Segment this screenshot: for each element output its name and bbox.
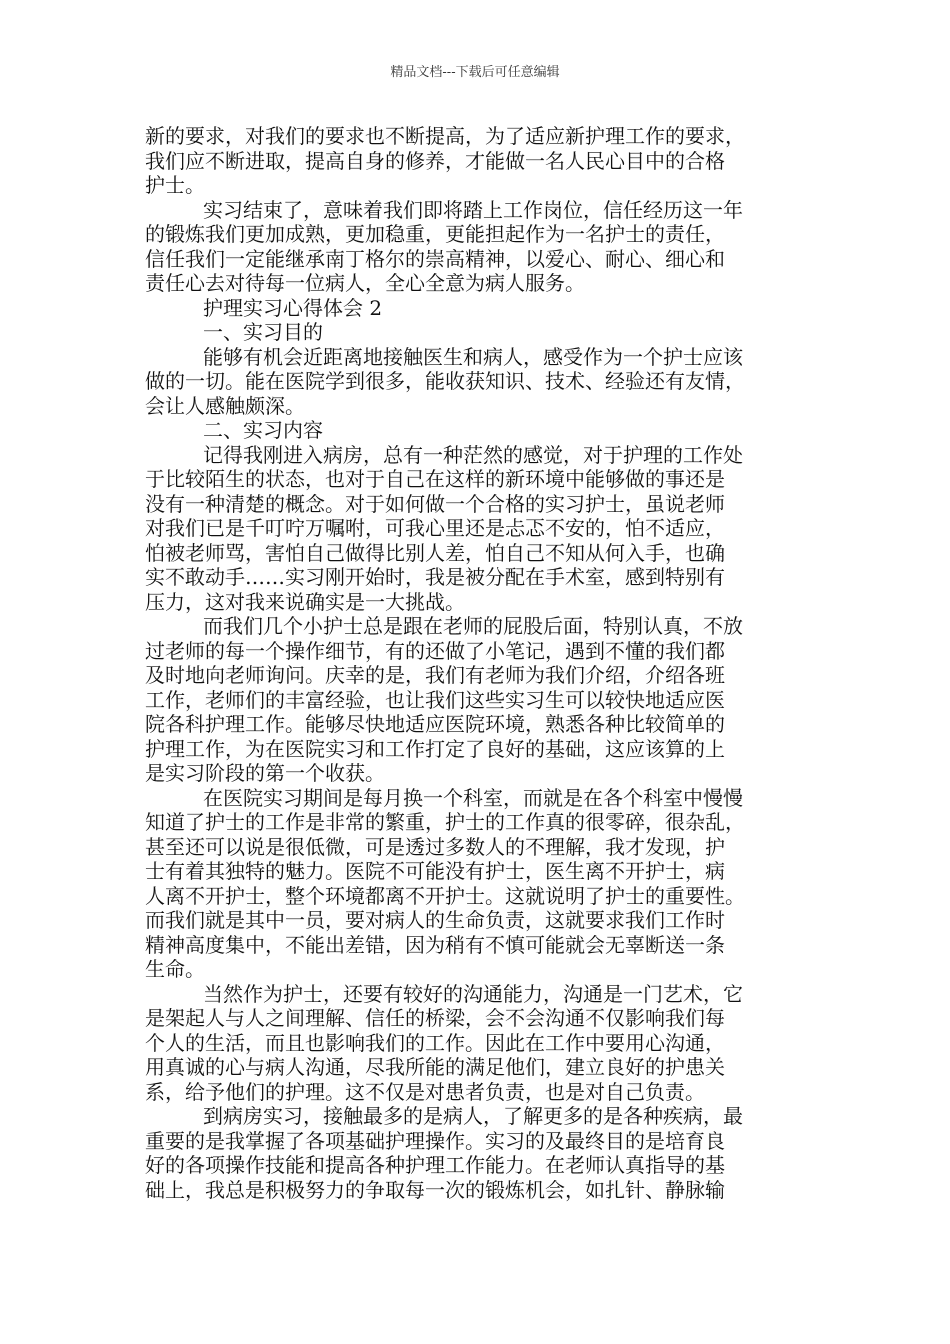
text-line: 系，给予他们的护理。这不仅是对患者负责，也是对自己负责。 [145, 1079, 705, 1104]
text-line: 到病房实习，接触最多的是病人，了解更多的是各种疾病，最 [203, 1104, 743, 1128]
text-line: 信任我们一定能继承南丁格尔的崇高精神，以爱心、耐心、细心和 [145, 246, 725, 271]
text-line: 而我们就是其中一员，要对病人的生命负责，这就要求我们工作时 [145, 908, 725, 932]
text-line: 精神高度集中，不能出差错，因为稍有不慎可能就会无辜断送一条 [145, 932, 725, 957]
text-line: 在医院实习期间是每月换一个科室，而就是在各个科室中慢慢 [203, 785, 743, 810]
text-line: 怕被老师骂，害怕自己做得比别人差，怕自己不知从何入手，也确 [145, 540, 725, 565]
text-line: 能够有机会近距离地接触医生和病人，感受作为一个护士应该 [203, 344, 743, 369]
text-line: 而我们几个小护士总是跟在老师的屁股后面，特别认真，不放 [203, 614, 743, 638]
document-body [145, 124, 825, 1202]
text-line: 实不敢动手……实习刚开始时，我是被分配在手术室，感到特别有 [145, 565, 725, 589]
text-line: 好的各项操作技能和提高各种护理工作能力。在老师认真指导的基 [145, 1153, 725, 1177]
text-line: 用真诚的心与病人沟通，尽我所能的满足他们，建立良好的护患关 [145, 1055, 725, 1079]
text-line: 甚至还可以说是很低微，可是透过多数人的不理解，我才发现，护 [145, 834, 725, 859]
text-line: 工作，老师们的丰富经验，也让我们这些实习生可以较快地适应医 [145, 687, 725, 712]
text-line: 压力，这对我来说确实是一大挑战。 [145, 589, 465, 614]
text-line: 生命。 [145, 957, 205, 981]
text-line: 知道了护士的工作是非常的繁重，护士的工作真的很零碎，很杂乱， [145, 810, 745, 834]
text-line: 做的一切。能在医院学到很多，能收获知识、技术、经验还有友情， [145, 369, 745, 393]
text-line: 的锻炼我们更加成熟，更加稳重，更能担起作为一名护士的责任， [145, 222, 725, 246]
text-line: 实习结束了，意味着我们即将踏上工作岗位，信任经历这一年 [203, 197, 743, 222]
text-line: 对我们已是千叮咛万嘱咐，可我心里还是忐忑不安的，怕不适应， [145, 516, 725, 540]
text-line: 护理工作，为在医院实习和工作打定了良好的基础，这应该算的上 [145, 736, 725, 761]
text-line: 新的要求，对我们的要求也不断提高，为了适应新护理工作的要求， [145, 124, 745, 148]
text-line: 我们应不断进取，提高自身的修养，才能做一名人民心目中的合格 [145, 148, 725, 173]
text-line: 重要的是我掌握了各项基础护理操作。实习的及最终目的是培育良 [145, 1128, 725, 1153]
text-line: 个人的生活，而且也影响我们的工作。因此在工作中要用心沟通， [145, 1030, 725, 1055]
text-line: 会让人感触颇深。 [145, 393, 305, 418]
page-header: 精品文档---下载后可任意编辑 [390, 65, 560, 80]
text-line: 是实习阶段的第一个收获。 [145, 761, 385, 785]
text-line: 记得我刚进入病房，总有一种茫然的感觉，对于护理的工作处 [203, 442, 743, 467]
text-line: 护理实习心得体会 2 [203, 295, 383, 320]
text-line: 一、实习目的 [203, 320, 323, 344]
text-line: 是架起人与人之间理解、信任的桥梁，会不会沟通不仅影响我们每 [145, 1006, 725, 1030]
text-line: 当然作为护士，还要有较好的沟通能力，沟通是一门艺术，它 [203, 981, 743, 1006]
text-line: 没有一种清楚的概念。对于如何做一个合格的实习护士，虽说老师 [145, 491, 725, 516]
text-line: 及时地向老师询问。庆幸的是，我们有老师为我们介绍，介绍各班 [145, 663, 725, 687]
text-line: 础上，我总是积极努力的争取每一次的锻炼机会，如扎针、静脉输 [145, 1177, 725, 1202]
text-line: 护士。 [145, 173, 205, 197]
text-line: 人离不开护士，整个环境都离不开护士。这就说明了护士的重要性。 [145, 883, 745, 908]
text-line: 院各科护理工作。能够尽快地适应医院环境，熟悉各种比较简单的 [145, 712, 725, 736]
text-line: 二、实习内容 [203, 418, 323, 442]
text-line: 过老师的每一个操作细节，有的还做了小笔记，遇到不懂的我们都 [145, 638, 725, 663]
text-line: 责任心去对待每一位病人，全心全意为病人服务。 [145, 271, 585, 295]
text-line: 士有着其独特的魅力。医院不可能没有护士，医生离不开护士，病 [145, 859, 725, 883]
text-line: 于比较陌生的状态，也对于自己在这样的新环境中能够做的事还是 [145, 467, 725, 491]
